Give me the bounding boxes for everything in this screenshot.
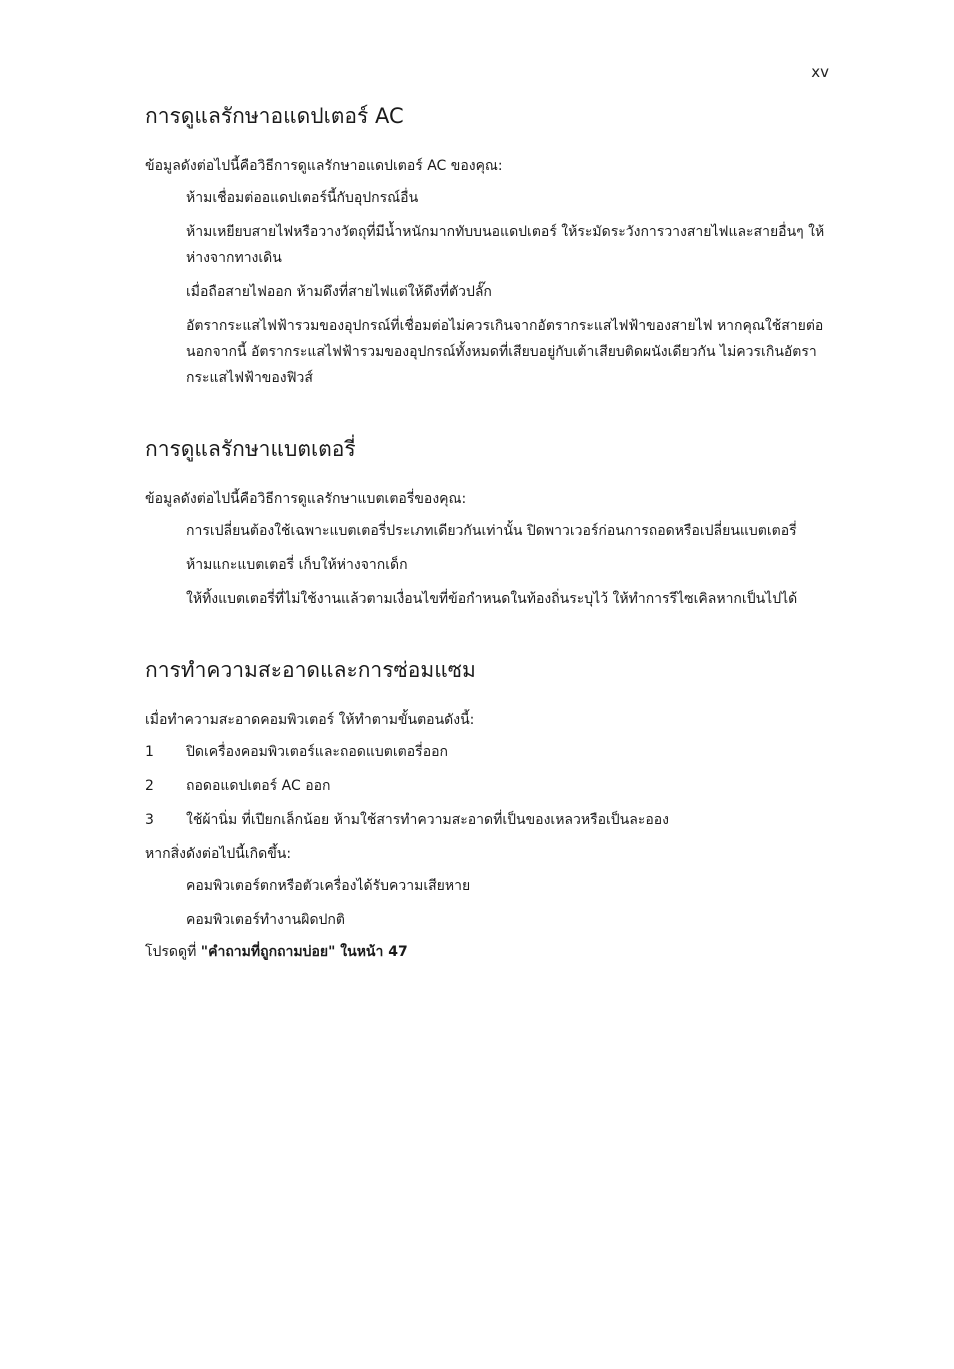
list-item: คอมพิวเตอร์ตกหรือตัวเครื่องได้รับความเสียหาย	[186, 878, 471, 894]
step-text: ปิดเครื่องคอมพิวเตอร์และถอดแบตเตอรี่ออก	[186, 744, 448, 760]
list-item: คอมพิวเตอร์ทำงานผิดปกติ	[186, 912, 346, 928]
page-number: xv	[811, 63, 829, 81]
faq-reference-link[interactable]: "คำถามที่ถูกถามบ่อย" ในหน้า 47	[200, 944, 408, 960]
step-item	[145, 809, 825, 831]
step-number: 1	[145, 744, 154, 760]
step-number: 3	[145, 812, 154, 828]
step-item	[145, 775, 825, 797]
section-intro: ข้อมูลดังต่อไปนี้คือวิธีการดูแลรักษาอแดปเตอร์ AC ของคุณ:	[145, 158, 503, 174]
step-number: 2	[145, 778, 154, 794]
section-intro: เมื่อทำความสะอาดคอมพิวเตอร์ ให้ทำตามขั้นตอนดังนี้:	[145, 712, 475, 728]
list-item: ห้ามเชื่อมต่ออแดปเตอร์นี้กับอุปกรณ์อื่น	[186, 190, 419, 206]
cleaning-steps	[145, 741, 825, 831]
list-item: ห้ามเหยียบสายไฟหรือวางวัตถุที่มีน้ำหนักมากทับบนอแดปเตอร์ ให้ระมัดระวังการวางสายไฟและสายอื่นๆ ให้ห่างจากทางเดิน	[186, 224, 825, 266]
section-intro: ข้อมูลดังต่อไปนี้คือวิธีการดูแลรักษาแบตเตอรี่ของคุณ:	[145, 491, 467, 507]
ac-adapter-list	[145, 185, 825, 391]
list-item: ห้ามแกะแบตเตอรี่ เก็บให้ห่างจากเด็ก	[186, 557, 408, 573]
step-item	[145, 741, 825, 763]
section-title-battery: การดูแลรักษาแบตเตอรี่	[145, 437, 356, 461]
step-text: ถอดอแดปเตอร์ AC ออก	[186, 778, 331, 794]
condition-intro: หากสิ่งดังต่อไปนี้เกิดขึ้น:	[145, 846, 292, 862]
step-text: ใช้ผ้านิ่ม ที่เปียกเล็กน้อย ห้ามใช้สารทำความสะอาดที่เป็นของเหลวหรือเป็นละออง	[186, 812, 670, 828]
list-item: อัตรากระแสไฟฟ้ารวมของอุปกรณ์ที่เชื่อมต่อไม่ควรเกินจากอัตรากระแสไฟฟ้าของสายไฟ หากคุณใช้สายต่อ นอกจากนี้ อัตรากระแสไฟฟ้ารวมของอุปกรณ์ทั้งหมดที่เสียบอยู่กับเต้าเสียบติดผนังเดียวกัน ไม่ควรเกินอัตรากระแสไฟฟ้าของฟิวส์	[186, 318, 824, 386]
battery-list	[145, 518, 825, 612]
list-item: การเปลี่ยนต้องใช้เฉพาะแบตเตอรี่ประเภทเดียวกันเท่านั้น ปิดพาวเวอร์ก่อนการถอดหรือเปลี่ยนแบตเตอรี่	[186, 523, 797, 539]
list-item: เมื่อถือสายไฟออก ห้ามดึงที่สายไฟแต่ให้ดึงที่ตัวปลั๊ก	[186, 284, 492, 300]
section-title-cleaning: การทำความสะอาดและการซ่อมแซม	[145, 658, 476, 682]
list-item: ให้ทิ้งแบตเตอรี่ที่ไม่ใช้งานแล้วตามเงื่อนไขที่ข้อกำหนดในท้องถิ่นระบุไว้ ให้ทำการรีไซเคิลหากเป็นไปได้	[186, 591, 798, 607]
section-title-ac-adapter: การดูแลรักษาอแดปเตอร์ AC	[145, 104, 404, 128]
condition-list	[145, 873, 825, 933]
reference-prefix: โปรดดูที่	[145, 944, 201, 960]
document-body	[145, 100, 825, 963]
reference-line	[145, 941, 825, 963]
